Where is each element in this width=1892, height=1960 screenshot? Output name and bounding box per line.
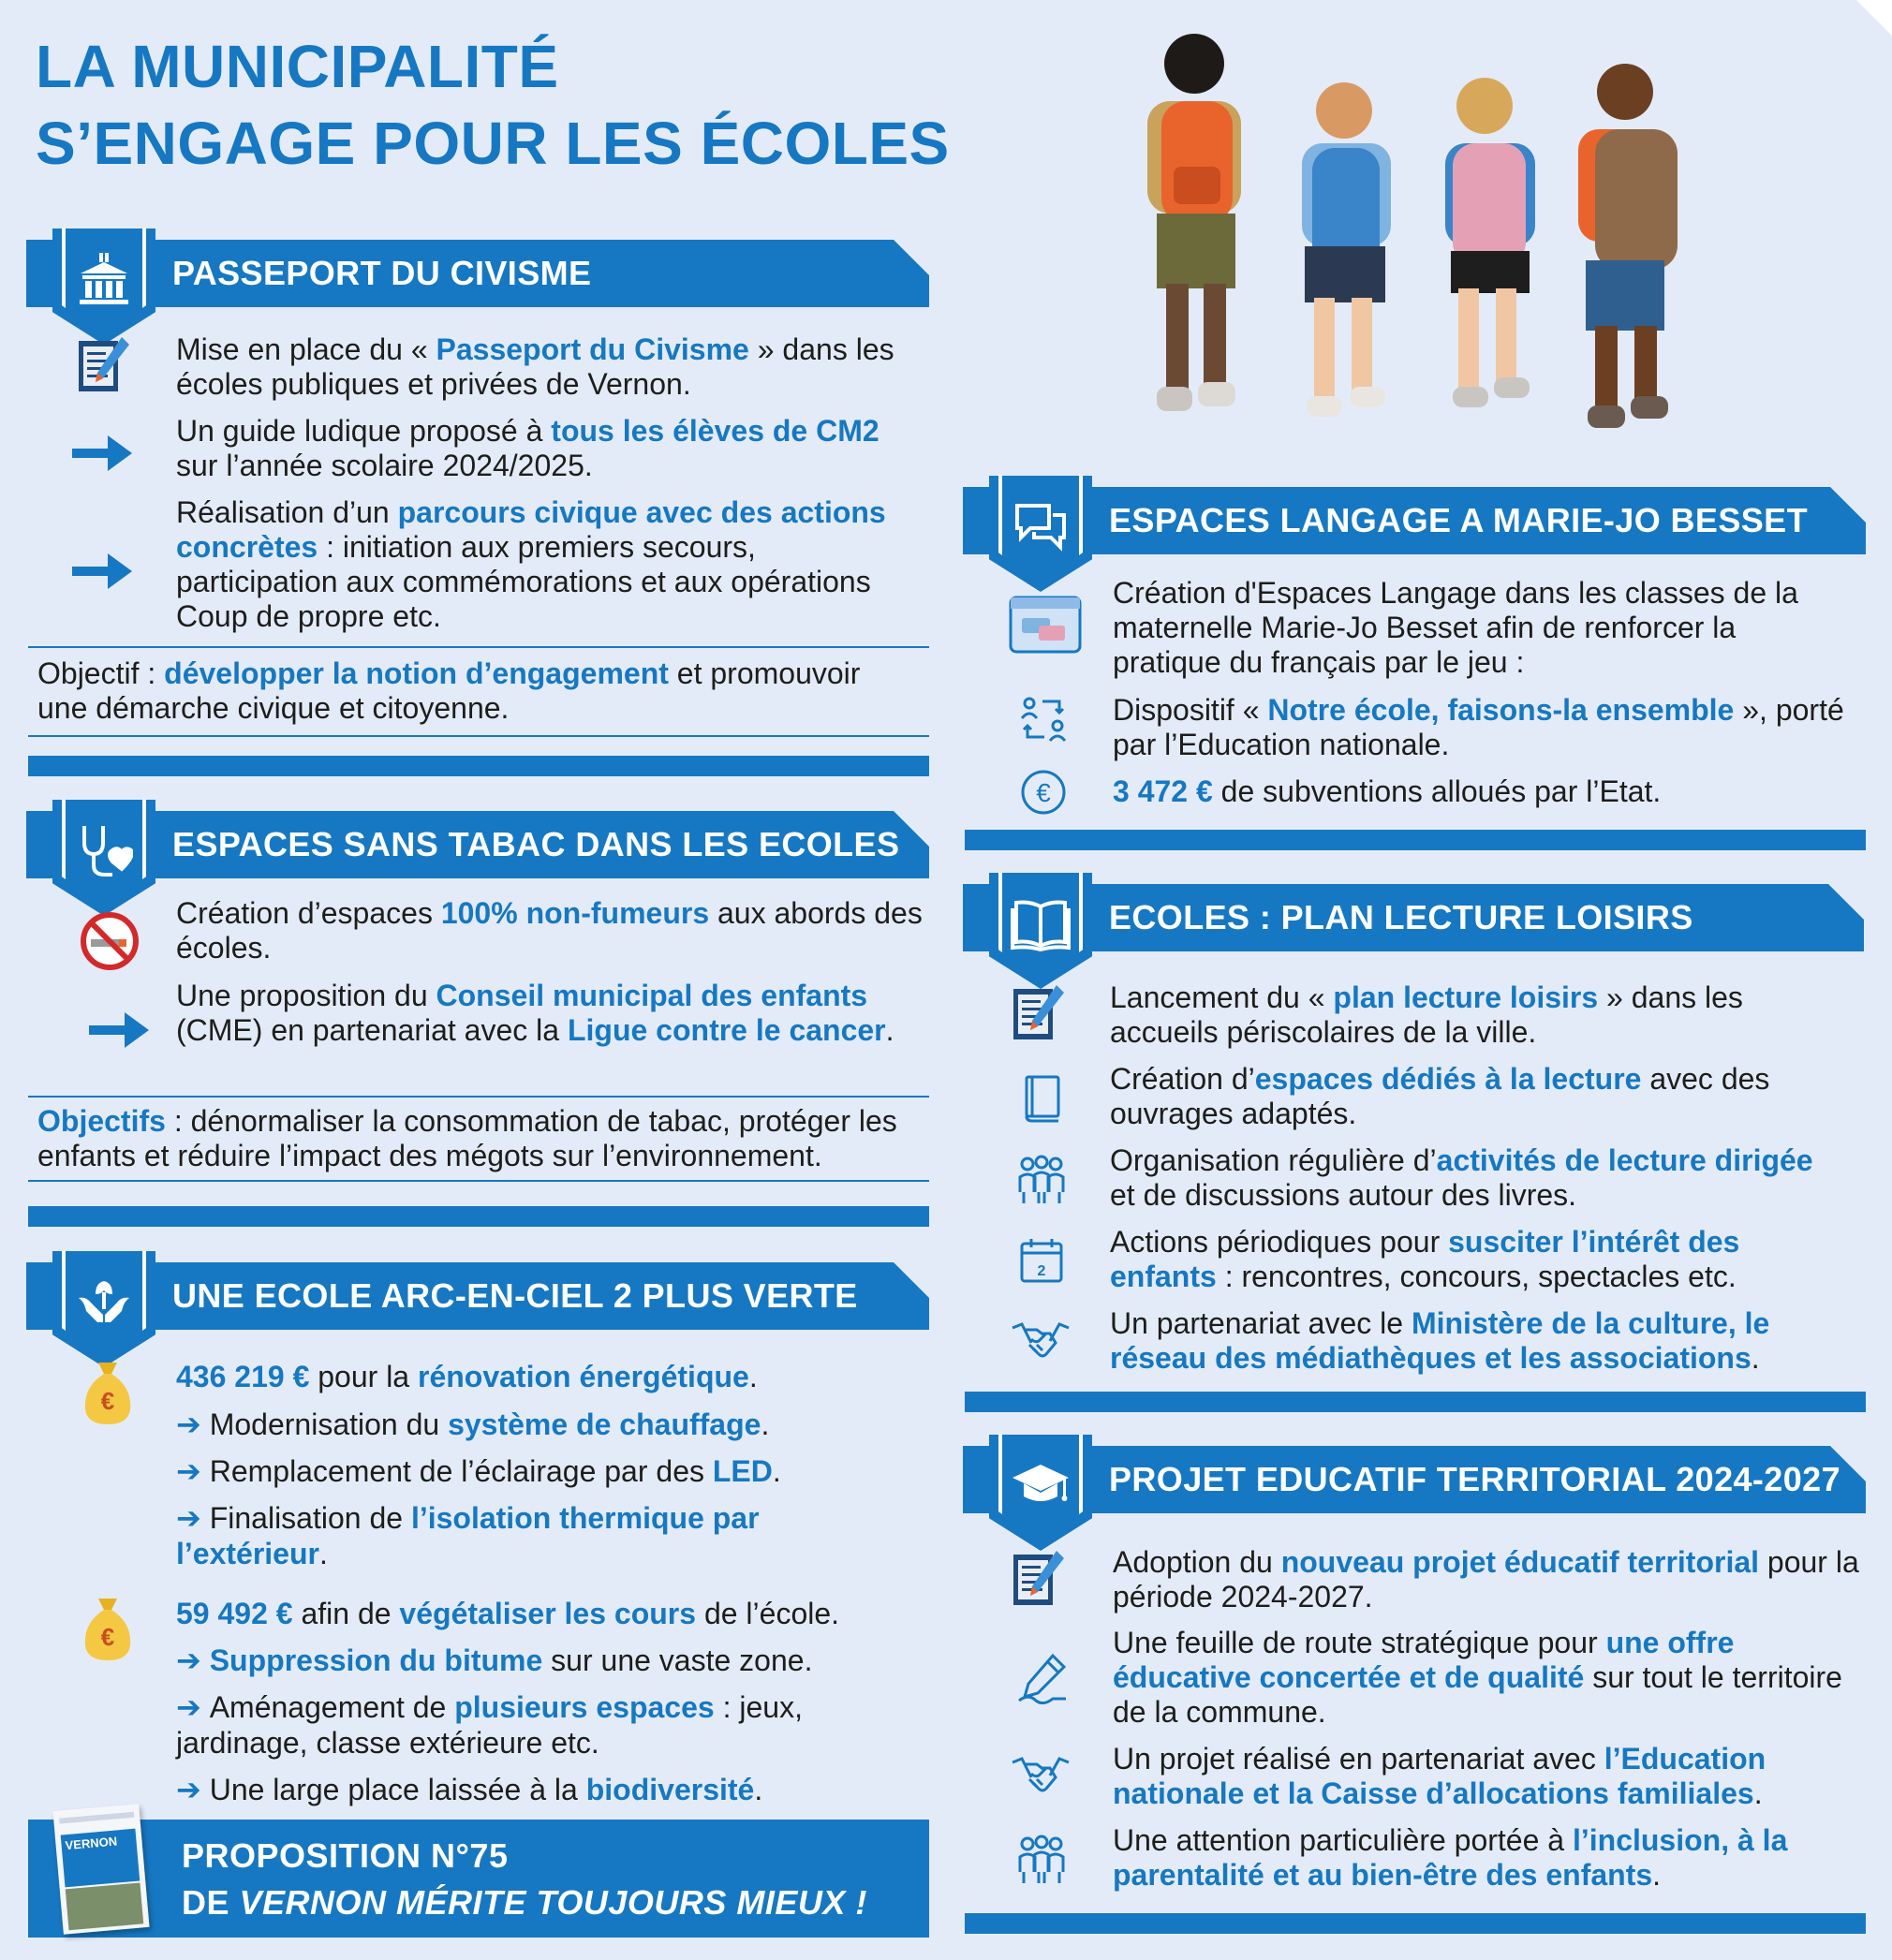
speech-bubbles-icon xyxy=(1008,494,1073,560)
section-title: UNE ECOLE ARC-EN-CIEL 2 PLUS VERTE xyxy=(172,1276,858,1315)
section-plan-lecture xyxy=(963,880,1864,955)
divider xyxy=(28,646,929,648)
list-item: Organisation régulière d’activités de lecture dirigée et de discussions autour des livres. xyxy=(1110,1143,1813,1212)
book-icon xyxy=(1017,1072,1066,1125)
section-espaces-langage xyxy=(963,483,1866,558)
page-corner-fold xyxy=(1856,0,1892,36)
euro-circle-icon xyxy=(1017,766,1070,818)
svg-text:€: € xyxy=(100,1623,115,1651)
proposition-banner xyxy=(28,1820,929,1938)
child-2 xyxy=(1302,82,1391,417)
group-icon xyxy=(1013,1154,1070,1206)
list-item: Une proposition du Conseil municipal des enfants (CME) en partenariat avec la Ligue contre le cancer. xyxy=(176,979,894,1047)
list-item: ➔ Aménagement de plusieurs espaces : jeux, jardinage, classe extérieure etc. xyxy=(176,1690,803,1760)
section-header xyxy=(26,1259,929,1330)
section-title: ECOLES : PLAN LECTURE LOISIRS xyxy=(1109,898,1693,936)
svg-text:€: € xyxy=(1036,778,1051,807)
list-item: Un partenariat avec le Ministère de la culture, le réseau des médiathèques et les associations. xyxy=(1110,1306,1770,1375)
list-item: Un guide ludique proposé à tous les élèves de CM2 sur l’année scolaire 2024/2025. xyxy=(176,414,879,482)
list-item: ➔ Modernisation du système de chauffage. xyxy=(176,1407,770,1441)
divider xyxy=(28,735,929,737)
funding-line: 59 492 € afin de végétaliser les cours de l’école. xyxy=(176,1597,840,1630)
list-item: Lancement du « plan lecture loisirs » dans les accueils périscolaires de la ville. xyxy=(1110,980,1743,1049)
graduation-cap-icon xyxy=(1008,1453,1073,1519)
list-item: 3 472 € de subventions alloués par l’Etat. xyxy=(1113,774,1662,808)
form-pen-icon xyxy=(73,333,133,397)
list-item: Création d'Espaces Langage dans les classes de la maternelle Marie-Jo Besset afin de renforcer la pratique du français par le jeu : xyxy=(1113,576,1798,679)
form-pen-icon xyxy=(1008,1547,1068,1611)
handshake-icon xyxy=(1010,1753,1072,1800)
list-item: ➔ Finalisation de l’isolation thermique par l’extérieur. xyxy=(176,1501,760,1570)
euro-money-bag-icon xyxy=(79,1358,137,1429)
list-item: Actions périodiques pour susciter l’intérêt des enfants : rencontres, concours, spectacles etc. xyxy=(1110,1225,1740,1293)
chat-window-icon xyxy=(1008,592,1083,657)
section-title: PASSEPORT DU CIVISME xyxy=(172,254,592,292)
section-footer-band xyxy=(965,830,1866,850)
stethoscope-heart-icon xyxy=(71,818,137,884)
people-exchange-icon xyxy=(1017,693,1070,745)
list-item: Création d’espaces dédiés à la lecture avec des ouvrages adaptés. xyxy=(1110,1062,1770,1130)
euro-money-bag-icon xyxy=(79,1594,137,1665)
list-item: ➔ Suppression du bitume sur une vaste zone. xyxy=(176,1643,813,1677)
section-title: ESPACES LANGAGE A MARIE-JO BESSET xyxy=(1109,501,1808,539)
list-item: Une feuille de route stratégique pour une offre éducative concertée et de qualité sur tout le territoire de la commune. xyxy=(1113,1626,1842,1729)
list-item: Dispositif « Notre école, faisons-la ensemble », porté par l’Education nationale. xyxy=(1113,693,1844,761)
section-projet-educatif xyxy=(963,1442,1866,1517)
hands-plant-icon xyxy=(71,1270,137,1335)
section-header xyxy=(963,1442,1866,1513)
objective-text: Objectifs : dénormaliser la consommation de tabac, protéger les enfants et réduire l’impact des mégots sur l’environnement. xyxy=(37,1104,897,1172)
svg-text:€: € xyxy=(100,1387,115,1415)
list-item: Création d’espaces 100% non-fumeurs aux abords des écoles. xyxy=(176,896,923,965)
section-header xyxy=(963,880,1864,951)
section-header xyxy=(26,807,929,878)
divider xyxy=(28,1096,929,1098)
proposition-title: PROPOSITION N°75 xyxy=(182,1836,509,1875)
list-item: Réalisation d’un parcours civique avec des actions concrètes : initiation aux premiers secours, participation aux commémorations et aux opérations Coup de propre etc. xyxy=(176,495,886,633)
no-smoking-icon xyxy=(79,910,140,972)
section-footer-band xyxy=(965,1913,1866,1934)
school-building-icon xyxy=(71,247,137,313)
list-item: ➔ Une large place laissée à la biodiversité. xyxy=(176,1773,763,1806)
section-ecole-arc-en-ciel xyxy=(26,1259,929,1334)
child-4 xyxy=(1578,64,1678,428)
section-passeport-civisme xyxy=(26,236,929,311)
list-item: Une attention particulière portée à l’inclusion, à la parentalité et au bien-être des enfants. xyxy=(1113,1823,1788,1892)
section-title: ESPACES SANS TABAC DANS LES ECOLES xyxy=(172,825,900,863)
arrow-right-icon xyxy=(86,1006,152,1054)
arrow-right-icon xyxy=(69,547,135,596)
form-pen-icon xyxy=(1008,981,1068,1045)
child-3 xyxy=(1445,78,1535,407)
section-footer-band xyxy=(28,1206,929,1227)
program-booklet-image xyxy=(52,1804,149,1935)
section-footer-band xyxy=(28,756,929,776)
list-item: Mise en place du « Passeport du Civisme » dans les écoles publiques et privées de Vernon. xyxy=(176,332,894,401)
funding-line: 436 219 € pour la rénovation énergétique. xyxy=(176,1360,758,1393)
page-title: LA MUNICIPALITÉ S’ENGAGE POUR LES ÉCOLES xyxy=(36,33,950,177)
handshake-icon xyxy=(1010,1319,1072,1365)
open-book-icon xyxy=(1008,892,1073,957)
svg-text:2: 2 xyxy=(1037,1263,1046,1279)
child-1 xyxy=(1147,34,1241,411)
section-footer-band xyxy=(965,1392,1866,1412)
list-item: ➔ Remplacement de l’éclairage par des LED. xyxy=(176,1454,781,1488)
pen-signature-icon xyxy=(1013,1650,1070,1706)
arrow-right-icon xyxy=(69,429,135,478)
list-item: Un projet réalisé en partenariat avec l’Education nationale et la Caisse d’allocations familiales. xyxy=(1113,1742,1766,1810)
booklet-title: VERNON xyxy=(64,1834,118,1853)
section-header xyxy=(26,236,929,307)
section-title: PROJET EDUCATIF TERRITORIAL 2024-2027 xyxy=(1109,1460,1840,1498)
calendar-icon xyxy=(1015,1234,1068,1287)
divider xyxy=(28,1180,929,1182)
proposition-subtitle: DE VERNON MÉRITE TOUJOURS MIEUX ! xyxy=(182,1883,867,1922)
section-header xyxy=(963,483,1866,554)
list-item: Adoption du nouveau projet éducatif territorial pour la période 2024-2027. xyxy=(1113,1545,1859,1614)
group-icon xyxy=(1013,1834,1070,1886)
objective-text: Objectif : développer la notion d’engagement et promouvoir une démarche civique et citoyenne. xyxy=(37,656,861,725)
section-espaces-sans-tabac xyxy=(26,807,929,882)
children-backpacks-illustration xyxy=(1129,26,1709,448)
